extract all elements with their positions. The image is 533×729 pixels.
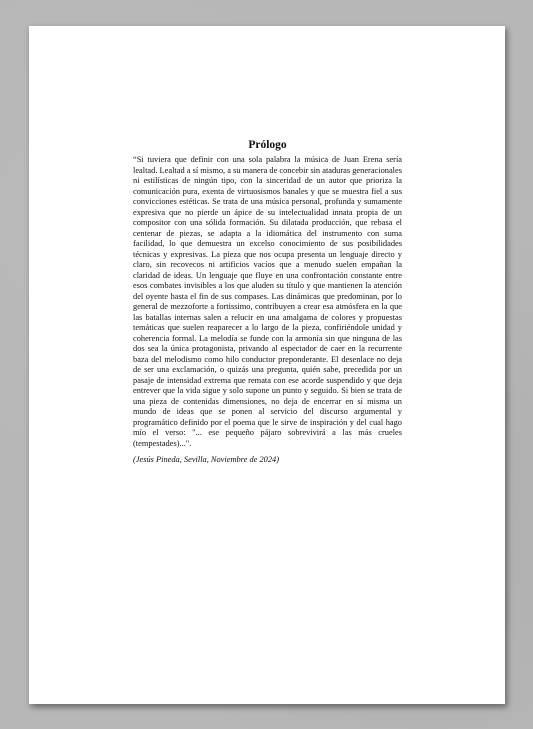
prologue-title: Prólogo [248, 139, 287, 151]
prologue-signature: (Jesús Pineda, Sevilla, Noviembre de 2024) [133, 455, 279, 464]
document-page [29, 26, 505, 704]
prologue-body: “Si tuviera que definir con una sola palabra la música de Juan Erena sería lealtad. Lealtad a sí mismo, a su manera de concebir sin ataduras generacionales ni estilísticas de ningún tipo, con la sinceridad de un autor que prioriza la comunicación pura, exenta de virtuosismos banales y que se muestra fiel a sus convicciones estéticas. Se trata de una música personal, profunda y sumamente expresiva que no pierde un ápice de su intelectualidad innata propia de un compositor con una sólida formación. Su dilatada producción, que rebasa el centenar de piezas, se adapta a la idiomática del instrumento con suma facilidad, lo que demuestra un excelso conocimiento de sus posibilidades técnicas y expresivas. La pieza que nos ocupa presenta un lenguaje directo y claro, sin recovecos ni artificios vacíos que a menudo suelen empañan la claridad de ideas. Un lenguaje que fluye en una confrontación constante entre esos combates invisibles a los que aluden su título y que mantienen la atención del oyente hasta el fin de sus compases. Las dinámicas que predominan, por lo general de mezzoforte a fortissimo, contribuyen a crear esa atmósfera en la que las batallas internas salen a relucir en una amalgama de colores y propuestas temáticas que suelen reaparecer a lo largo de la pieza, confiriéndole unidad y coherencia formal. La melodía se funde con la armonía sin que ninguna de las dos sea la única protagonista, privando al espectador de caer en la recurrente baza del melodismo como hilo conductor preponderante. El desenlace no deja de ser una exclamación, o quizás una pregunta, quién sabe, precedida por un pasaje de intensidad extrema que remata con ese acorde suspendido y que deja entrever que la vida sigue y solo supone un punto y seguido. Si bien se trata de una pieza de contenidas dimensiones, no deja de encerrar en sí misma un mundo de ideas que se ponen al servicio del discurso argumental y programático definido por el poema que le sirve de inspiración y del cual hago mío el verso: "... ese pequeño pájaro sobrevivirá a las más crueles (tempestades)...". [133, 155, 402, 448]
prologue-section [133, 138, 402, 466]
